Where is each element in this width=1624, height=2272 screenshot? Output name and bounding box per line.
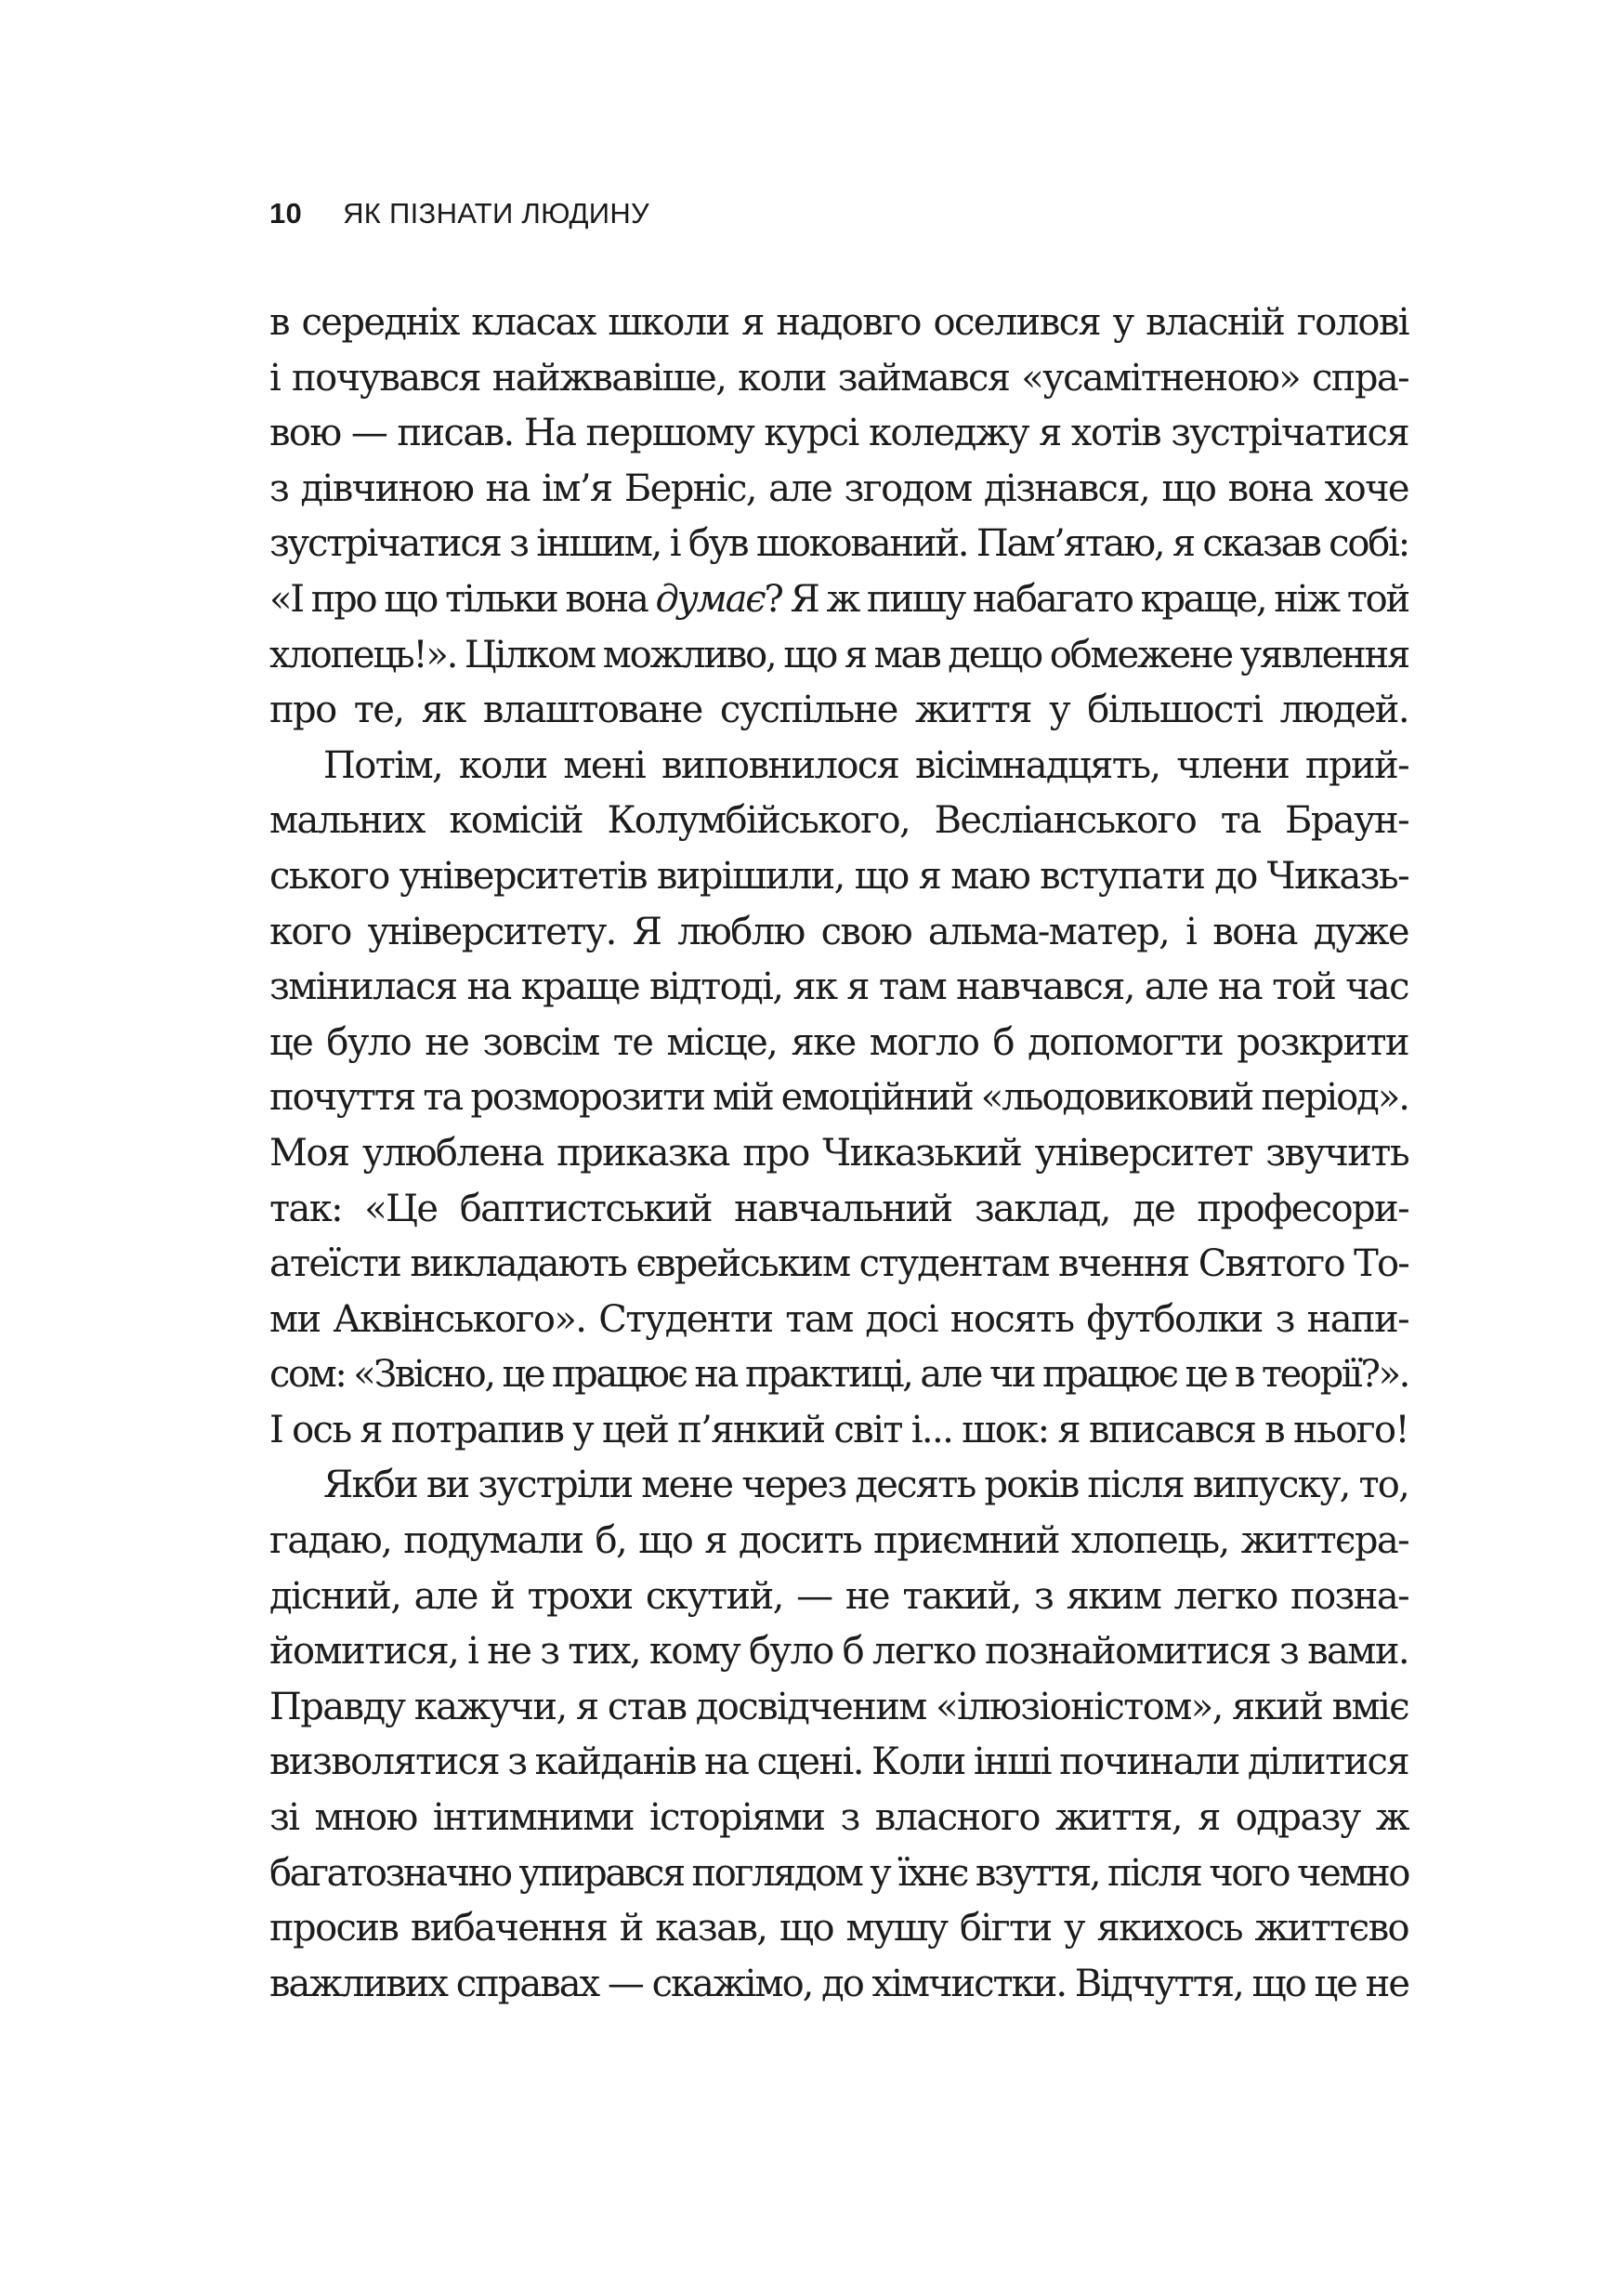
text-line: Правду кажучи, я став досвідченим «ілюзіоністом», який вміє — [269, 1685, 1408, 1728]
text-line: Якби ви зустріли мене через десять років після випуску, то, — [323, 1464, 1408, 1507]
text-line: це було не зовсім те місце, яке могло б допомогти розкрити — [269, 1020, 1408, 1064]
text-line: почуття та розморозити мій емоційний «льодовиковий період». — [269, 1076, 1408, 1120]
text-line: гадаю, подумали б, що я досить приємний хлопець, життєра- — [269, 1519, 1408, 1563]
text-line: мальних комісій Колумбійського, Весліанського та Браун- — [269, 799, 1408, 843]
running-title: ЯК ПІЗНАТИ ЛЮДИНУ — [343, 197, 649, 230]
text-line: йомитися, і не з тих, кому було б легко познайомитися з вами. — [269, 1630, 1408, 1674]
text-line: і почувався найжвавіше, коли займався «усамітненою» спра- — [269, 356, 1408, 400]
paragraph — [269, 739, 1408, 1459]
text-line: з дівчиною на ім’я Берніс, але згодом дізнався, що вона хоче — [269, 466, 1408, 510]
text-line: про те, як влаштоване суспільне життя у більшості людей. — [269, 689, 1408, 732]
text-line: дісний, але й трохи скутий, — не такий, з яким легко позна- — [269, 1574, 1408, 1618]
text-line: визволятися з кайданів на сцені. Коли інші починали ділитися — [269, 1740, 1408, 1784]
text-run: «І про що тільки вона — [269, 577, 656, 621]
body-text — [269, 295, 1408, 2012]
text-line: в середніх класах школи я надовго оселився у власній голові — [269, 301, 1408, 344]
text-line: хлопець!». Цілком можливо, що я мав дещо обмежене уявлення — [269, 633, 1408, 676]
text-line: зі мною інтимними історіями з власного життя, я одразу ж — [269, 1796, 1408, 1840]
text-run: ? Я ж пишу набагато краще, ніж той — [764, 577, 1408, 621]
text-line: І ось я потрапив у цей п’янкий світ і... шок: я вписався в нього! — [269, 1408, 1408, 1451]
text-line: змінилася на краще відтоді, як я там навчався, але на той час — [269, 965, 1408, 1009]
text-line: ського університетів вирішили, що я маю вступати до Чиказь- — [269, 854, 1408, 898]
text-line: зустрічатися з іншим, і був шокований. Пам’ятаю, я сказав собі: — [269, 522, 1408, 566]
text-line: важливих справах — скажімо, до хімчистки. Відчуття, що це не — [269, 1962, 1408, 2005]
text-line: так: «Це баптистський навчальний заклад, де професори- — [269, 1187, 1408, 1230]
text-line: Потім, коли мені виповнилося вісімнадцять, члени прий- — [323, 743, 1408, 787]
text-line: просив вибачення й казав, що мушу бігти у якихось життєво — [269, 1907, 1408, 1950]
running-head — [269, 197, 649, 230]
text-line: вою — писав. На першому курсі коледжу я хотів зустрічатися — [269, 412, 1408, 455]
paragraph — [269, 1458, 1408, 2012]
paragraph — [269, 295, 1408, 739]
text-line: ми Аквінського». Студенти там досі носять футболки з напи- — [269, 1297, 1408, 1341]
italic-word: думає — [655, 577, 765, 621]
text-line: атеїсти викладають єврейським студентам вчення Святого То- — [269, 1242, 1408, 1286]
text-line: кого університету. Я люблю свою альма-матер, і вона дуже — [269, 910, 1408, 953]
text-line: багатозначно упирався поглядом у їхнє взуття, після чого чемно — [269, 1851, 1408, 1895]
text-line — [269, 572, 1408, 628]
page-number: 10 — [269, 197, 303, 230]
text-line: сом: «Звісно, це працює на практиці, але чи працює це в теорії?». — [269, 1353, 1408, 1397]
text-line: Моя улюблена приказка про Чиказький університет звучить — [269, 1131, 1408, 1175]
